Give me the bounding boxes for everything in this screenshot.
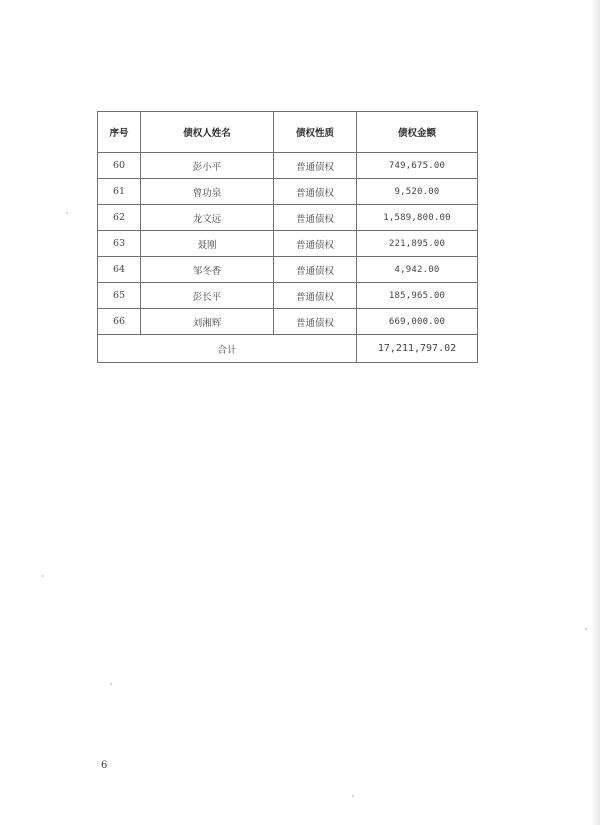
cell-claim-type: 普通债权 (274, 153, 357, 179)
table-row (98, 231, 478, 257)
cell-claim-amount: 749,675.00 (357, 153, 478, 179)
cell-claim-amount: 4,942.00 (357, 257, 478, 283)
creditor-claims-table (97, 111, 478, 363)
table-row (98, 205, 478, 231)
table-total-row (98, 335, 478, 363)
cell-serial-number: 65 (98, 283, 141, 309)
scan-speck (585, 628, 587, 630)
cell-serial-number: 66 (98, 309, 141, 335)
total-amount: 17,211,797.02 (357, 335, 478, 363)
cell-creditor-name: 龙文远 (141, 205, 274, 231)
table-row (98, 153, 478, 179)
cell-serial-number: 61 (98, 179, 141, 205)
cell-claim-type: 普通债权 (274, 257, 357, 283)
scan-speck (66, 212, 68, 214)
table-row (98, 283, 478, 309)
total-label: 合计 (98, 335, 357, 363)
cell-claim-type: 普通债权 (274, 179, 357, 205)
page-edge-shadow (590, 0, 600, 825)
cell-claim-amount: 9,520.00 (357, 179, 478, 205)
table-row (98, 179, 478, 205)
cell-claim-type: 普通债权 (274, 309, 357, 335)
cell-creditor-name: 彭小平 (141, 153, 274, 179)
cell-claim-type: 普通债权 (274, 231, 357, 257)
cell-claim-amount: 185,965.00 (357, 283, 478, 309)
scan-speck (352, 795, 354, 797)
cell-claim-amount: 669,000.00 (357, 309, 478, 335)
cell-claim-amount: 221,895.00 (357, 231, 478, 257)
header-serial-number: 序号 (98, 112, 141, 153)
table-row (98, 309, 478, 335)
header-claim-amount: 债权金额 (357, 112, 478, 153)
header-creditor-name: 债权人姓名 (141, 112, 274, 153)
cell-creditor-name: 刘湘辉 (141, 309, 274, 335)
cell-creditor-name: 聂刚 (141, 231, 274, 257)
table-row (98, 257, 478, 283)
cell-serial-number: 60 (98, 153, 141, 179)
header-claim-type: 债权性质 (274, 112, 357, 153)
scan-speck (110, 683, 112, 685)
cell-creditor-name: 邹冬香 (141, 257, 274, 283)
cell-claim-amount: 1,589,800.00 (357, 205, 478, 231)
cell-creditor-name: 曾功泉 (141, 179, 274, 205)
page-number: 6 (101, 760, 108, 771)
cell-creditor-name: 彭长平 (141, 283, 274, 309)
cell-serial-number: 62 (98, 205, 141, 231)
cell-claim-type: 普通债权 (274, 205, 357, 231)
cell-serial-number: 63 (98, 231, 141, 257)
cell-serial-number: 64 (98, 257, 141, 283)
cell-claim-type: 普通债权 (274, 283, 357, 309)
table-header-row (98, 112, 478, 153)
scan-speck (42, 575, 44, 577)
